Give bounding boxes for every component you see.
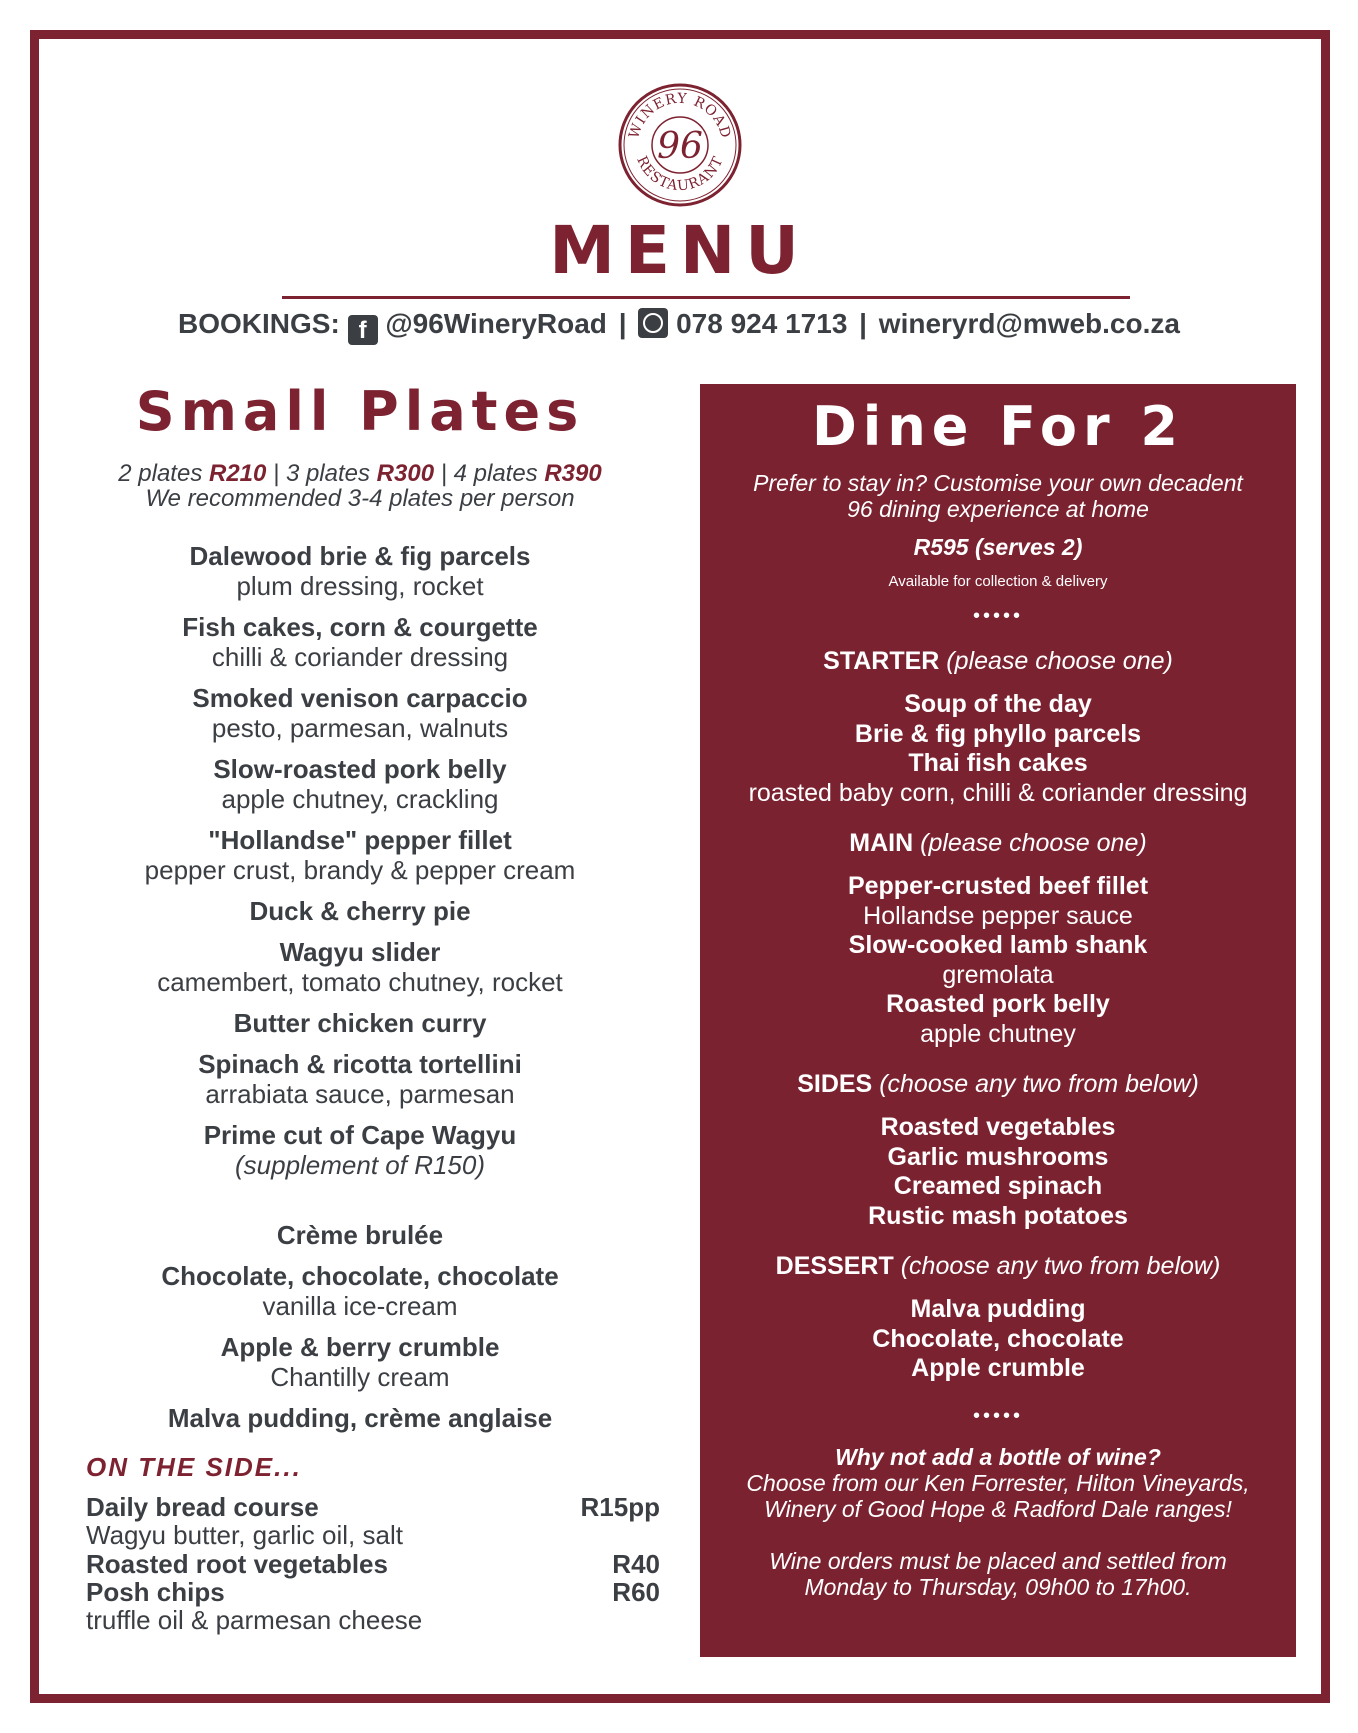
side-item <box>86 1578 660 1606</box>
menu-item-desc: camembert, tomato chutney, rocket <box>157 967 563 997</box>
dine-item-name: Apple crumble <box>911 1354 1085 1382</box>
menu-item-name: Wagyu slider <box>279 937 441 967</box>
menu-item-name: Spinach & ricotta tortellini <box>198 1049 522 1079</box>
wine-line: Winery of Good Hope & Radford Dale ranges! <box>764 1495 1232 1522</box>
menu-item-desc: (supplement of R150) <box>234 1150 486 1180</box>
starter-heading <box>700 646 1296 676</box>
menu-item-name: Duck & cherry pie <box>249 896 471 926</box>
restaurant-logo <box>617 82 743 208</box>
menu-item-name: Smoked venison carpaccio <box>192 683 528 713</box>
plates-pricing <box>90 461 630 511</box>
svg-text:96: 96 <box>657 126 703 167</box>
small-plates-title: Small Plates <box>135 380 585 443</box>
dine-sections <box>700 646 1296 1384</box>
desserts-list <box>90 1220 630 1433</box>
starter-items <box>700 690 1296 808</box>
menu-item-desc: plum dressing, rocket <box>236 571 484 601</box>
section-subtitle: (please choose one) <box>946 647 1173 675</box>
dine-item-name: Thai fish cakes <box>908 749 1088 777</box>
dine-item-name: Garlic mushrooms <box>887 1142 1109 1171</box>
dine-item-name: Slow-cooked lamb shank <box>848 931 1148 959</box>
menu-item-desc: chilli & coriander dressing <box>211 642 509 672</box>
pricing-label: | 4 plates <box>434 460 545 487</box>
dine-item-name: Brie & fig phyllo parcels <box>854 719 1142 748</box>
dot-divider: ••••• <box>972 1404 1023 1427</box>
dine-intro <box>700 470 1296 522</box>
menu-item <box>90 896 630 926</box>
menu-item-name: Butter chicken curry <box>233 1008 487 1038</box>
whatsapp-icon <box>638 308 668 338</box>
dot-divider: ••••• <box>972 605 1023 627</box>
facebook-icon: f <box>348 315 378 345</box>
section-title: DESSERT <box>775 1252 894 1280</box>
menu-item-desc: arrabiata sauce, parmesan <box>205 1079 515 1109</box>
section-title: SIDES <box>797 1070 873 1098</box>
menu-item <box>90 1220 630 1250</box>
side-item-price: R40 <box>612 1549 660 1579</box>
dine-item-name: Chocolate, chocolate <box>872 1324 1124 1353</box>
small-plates-section <box>90 380 630 1444</box>
dine-price: R595 (serves 2) <box>913 534 1083 560</box>
sides-items <box>700 1113 1296 1231</box>
side-items-list <box>86 1493 660 1635</box>
menu-item-desc: pesto, parmesan, walnuts <box>211 713 509 743</box>
dessert-items <box>700 1295 1296 1384</box>
menu-item-name: Malva pudding, crème anglaise <box>167 1403 553 1433</box>
menu-item-name: Crème brulée <box>276 1220 444 1250</box>
menu-item-name: "Hollandse" pepper fillet <box>208 825 512 855</box>
menu-item-name: Fish cakes, corn & courgette <box>182 612 538 642</box>
dine-item-name: Malva pudding <box>910 1295 1086 1323</box>
menu-title: MENU <box>549 212 809 289</box>
pricing-value: R300 <box>376 460 435 487</box>
menu-item <box>90 541 630 601</box>
dine-item-name: Creamed spinach <box>893 1172 1103 1200</box>
menu-item <box>90 612 630 672</box>
bookings-line <box>0 308 1358 345</box>
wine-line: Choose from our Ken Forrester, Hilton Vineyards, <box>746 1469 1250 1496</box>
menu-item <box>90 1332 630 1392</box>
menu-item <box>90 1120 630 1180</box>
separator: | <box>859 308 868 339</box>
menu-item <box>90 683 630 743</box>
pricing-note: We recommended 3-4 plates per person <box>145 485 575 512</box>
main-heading <box>700 828 1296 858</box>
intro-line: Prefer to stay in? Customise your own decadent <box>753 470 1243 496</box>
menu-item <box>90 754 630 814</box>
sides-heading <box>700 1069 1296 1099</box>
menu-item-name: Slow-roasted pork belly <box>213 754 507 784</box>
dine-for-2-panel <box>700 384 1296 1657</box>
on-the-side-title: ON THE SIDE... <box>86 1452 302 1482</box>
menu-item-desc: Chantilly cream <box>270 1362 450 1392</box>
menu-item-name: Prime cut of Cape Wagyu <box>203 1120 517 1150</box>
dine-item-name: Pepper-crusted beef fillet <box>847 872 1149 900</box>
svg-text:WINERY ROAD: WINERY ROAD <box>626 90 734 141</box>
pricing-label: 2 plates <box>118 460 209 487</box>
section-subtitle: (choose any two from below) <box>879 1070 1199 1098</box>
menu-item-name: Dalewood brie & fig parcels <box>189 541 531 571</box>
menu-item <box>90 937 630 997</box>
section-title: STARTER <box>823 647 940 675</box>
pricing-value: R210 <box>209 460 267 487</box>
menu-item-desc: vanilla ice-cream <box>262 1291 458 1321</box>
wine-line: Monday to Thursday, 09h00 to 17h00. <box>804 1573 1192 1600</box>
availability-note: Available for collection & delivery <box>888 573 1108 590</box>
dine-item-name: Soup of the day <box>904 690 1092 718</box>
email-address[interactable]: wineryrd@mweb.co.za <box>878 308 1180 339</box>
side-item-name: Posh chips <box>86 1577 225 1607</box>
dine-item-desc: Hollandse pepper sauce <box>863 901 1133 930</box>
bookings-label: BOOKINGS: <box>178 308 340 339</box>
section-subtitle: (please choose one) <box>920 829 1147 857</box>
dine-item-name: Roasted vegetables <box>880 1113 1116 1141</box>
dine-item-desc: roasted baby corn, chilli & coriander dressing <box>748 778 1248 807</box>
main-items <box>700 872 1296 1049</box>
dine-for-2-title: Dine For 2 <box>811 395 1184 458</box>
phone-number[interactable]: 078 924 1713 <box>676 308 848 339</box>
dine-item-name: Roasted pork belly <box>886 990 1110 1018</box>
menu-item <box>90 1008 630 1038</box>
menu-item-name: Apple & berry crumble <box>220 1332 500 1362</box>
dessert-heading <box>700 1251 1296 1281</box>
title-divider <box>282 296 1130 299</box>
side-item-desc: Wagyu butter, garlic oil, salt <box>86 1520 403 1550</box>
side-item-name: Roasted root vegetables <box>86 1549 388 1579</box>
pricing-label: | 3 plates <box>266 460 377 487</box>
menu-item-name: Chocolate, chocolate, chocolate <box>161 1261 559 1291</box>
svg-text:RESTAURANT: RESTAURANT <box>633 153 727 195</box>
pricing-value: R390 <box>544 460 602 487</box>
wine-note <box>700 1444 1296 1600</box>
dine-item-desc: gremolata <box>942 960 1054 989</box>
intro-line: 96 dining experience at home <box>847 496 1149 522</box>
dine-item-desc: apple chutney <box>920 1019 1076 1048</box>
menu-item <box>90 1403 630 1433</box>
menu-item <box>90 1049 630 1109</box>
section-title: MAIN <box>849 829 914 857</box>
side-item-name: Daily bread course <box>86 1492 319 1522</box>
section-subtitle: (choose any two from below) <box>900 1252 1221 1280</box>
menu-item-desc: pepper crust, brandy & pepper cream <box>144 855 576 885</box>
wine-question: Why not add a bottle of wine? <box>835 1443 1161 1470</box>
side-item-price: R15pp <box>580 1492 660 1522</box>
menu-item <box>90 1261 630 1321</box>
side-item-desc: truffle oil & parmesan cheese <box>86 1605 423 1635</box>
side-item <box>86 1550 660 1578</box>
facebook-handle[interactable]: @96WineryRoad <box>385 308 607 339</box>
menu-item <box>90 825 630 885</box>
separator: | <box>618 308 627 339</box>
on-the-side-section <box>86 1452 660 1635</box>
menu-item-desc: apple chutney, crackling <box>221 784 499 814</box>
dine-item-name: Rustic mash potatoes <box>868 1201 1128 1230</box>
wine-line: Wine orders must be placed and settled from <box>769 1547 1227 1574</box>
side-item-price: R60 <box>612 1577 660 1607</box>
small-plates-list <box>90 541 630 1180</box>
side-item <box>86 1493 660 1521</box>
